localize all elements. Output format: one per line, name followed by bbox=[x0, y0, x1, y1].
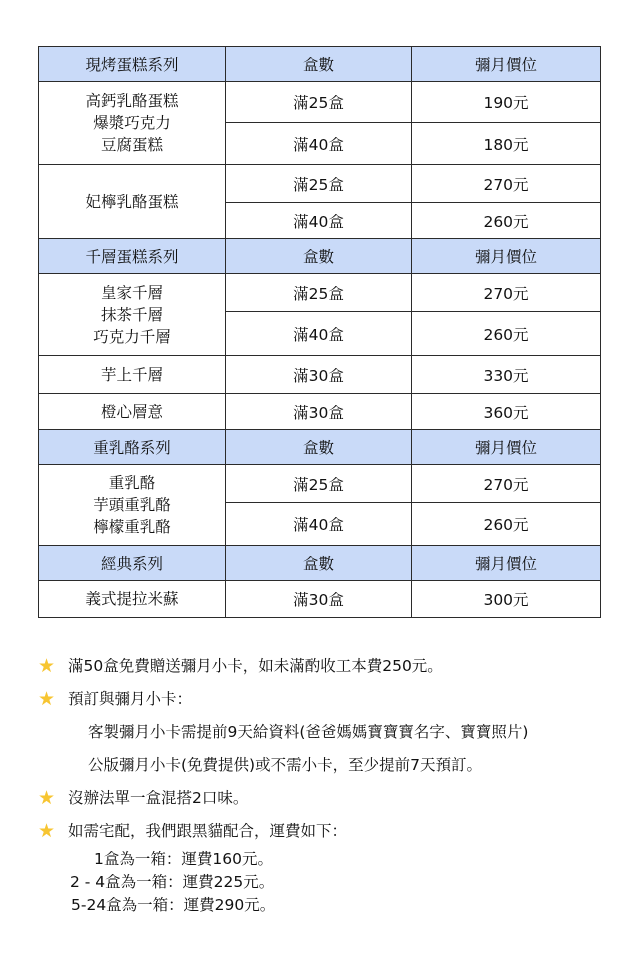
table-row bbox=[39, 82, 601, 123]
price: 300元 bbox=[412, 581, 601, 618]
note-text: 如需宅配，我們跟黑貓配合，運費如下： bbox=[68, 822, 348, 840]
product-name: 芋上千層 bbox=[100, 365, 163, 384]
price: 330元 bbox=[412, 356, 601, 394]
note-text: 預訂與彌月小卡： bbox=[68, 690, 193, 708]
table-row bbox=[39, 274, 601, 312]
table-row bbox=[39, 465, 601, 503]
boxes-header: 盒數 bbox=[226, 430, 412, 465]
star-icon: ★ bbox=[38, 787, 56, 809]
shipping-rate-2: 2 - 4盒為一箱：運費225元。 bbox=[70, 873, 275, 891]
product-name: 芋頭重乳酪 bbox=[93, 496, 171, 514]
series-title: 重乳酪系列 bbox=[39, 430, 226, 465]
box-count: 滿40盒 bbox=[226, 312, 412, 356]
product-name: 高鈣乳酪蛋糕 bbox=[85, 92, 179, 110]
product-names bbox=[39, 581, 226, 618]
product-name: 爆漿巧克力 bbox=[93, 114, 171, 132]
box-count: 滿40盒 bbox=[226, 123, 412, 165]
boxes-header: 盒數 bbox=[226, 239, 412, 274]
price: 360元 bbox=[412, 394, 601, 430]
notes-section bbox=[38, 650, 618, 917]
box-count: 滿25盒 bbox=[226, 165, 412, 203]
series-title: 千層蛋糕系列 bbox=[39, 239, 226, 274]
price-header: 彌月價位 bbox=[412, 430, 601, 465]
price: 260元 bbox=[412, 203, 601, 239]
star-icon: ★ bbox=[38, 820, 56, 842]
star-icon: ★ bbox=[38, 688, 56, 710]
star-icon: ★ bbox=[38, 655, 56, 677]
box-count: 滿40盒 bbox=[226, 503, 412, 546]
price: 190元 bbox=[412, 82, 601, 123]
product-names bbox=[39, 165, 226, 239]
note-booking bbox=[38, 683, 618, 716]
product-names bbox=[39, 274, 226, 356]
note-text: 沒辦法單一盒混搭2口味。 bbox=[68, 789, 249, 807]
price-header: 彌月價位 bbox=[412, 47, 601, 82]
product-name: 重乳酪 bbox=[108, 474, 156, 492]
box-count: 滿25盒 bbox=[226, 274, 412, 312]
product-name: 豆腐蛋糕 bbox=[100, 136, 163, 154]
product-names bbox=[39, 356, 226, 394]
section-header bbox=[39, 546, 601, 581]
product-name: 巧克力千層 bbox=[93, 327, 171, 346]
table-row bbox=[39, 356, 601, 394]
box-count: 滿25盒 bbox=[226, 465, 412, 503]
box-count: 滿30盒 bbox=[226, 356, 412, 394]
price-header: 彌月價位 bbox=[412, 546, 601, 581]
price: 260元 bbox=[412, 312, 601, 356]
note-no-mix bbox=[38, 782, 618, 815]
note-custom-card: 客製彌月小卡需提前9天給資料(爸爸媽媽寶寶寶名字、寶寶照片) bbox=[88, 723, 529, 741]
shipping-rate-3: 5-24盒為一箱：運費290元。 bbox=[71, 896, 276, 914]
product-name: 義式提拉米蘇 bbox=[85, 590, 179, 608]
product-names bbox=[39, 465, 226, 546]
series-title: 經典系列 bbox=[39, 546, 226, 581]
table-row bbox=[39, 394, 601, 430]
boxes-header: 盒數 bbox=[226, 47, 412, 82]
section-header bbox=[39, 430, 601, 465]
table-row bbox=[39, 165, 601, 203]
section-header bbox=[39, 47, 601, 82]
product-name: 檸檬重乳酪 bbox=[93, 518, 171, 536]
price: 270元 bbox=[412, 274, 601, 312]
price-table bbox=[38, 46, 601, 618]
note-delivery bbox=[38, 815, 618, 848]
price-header: 彌月價位 bbox=[412, 239, 601, 274]
box-count: 滿30盒 bbox=[226, 394, 412, 430]
product-names bbox=[39, 394, 226, 430]
section-header bbox=[39, 239, 601, 274]
note-standard-card: 公版彌月小卡(免費提供)或不需小卡，至少提前7天預訂。 bbox=[88, 756, 482, 774]
box-count: 滿25盒 bbox=[226, 82, 412, 123]
product-name: 皇家千層 bbox=[100, 283, 163, 302]
box-count: 滿30盒 bbox=[226, 581, 412, 618]
shipping-rate-1: 1盒為一箱：運費160元。 bbox=[94, 850, 273, 868]
product-name: 抹茶千層 bbox=[100, 305, 163, 324]
price: 260元 bbox=[412, 503, 601, 546]
box-count: 滿40盒 bbox=[226, 203, 412, 239]
note-free-card bbox=[38, 650, 618, 683]
price: 180元 bbox=[412, 123, 601, 165]
table-row bbox=[39, 581, 601, 618]
series-title: 現烤蛋糕系列 bbox=[39, 47, 226, 82]
price: 270元 bbox=[412, 465, 601, 503]
product-name: 妃檸乳酪蛋糕 bbox=[85, 192, 179, 211]
price: 270元 bbox=[412, 165, 601, 203]
product-name: 橙心層意 bbox=[100, 402, 163, 421]
product-names bbox=[39, 82, 226, 165]
note-text: 滿50盒免費贈送彌月小卡，如未滿酌收工本費250元。 bbox=[68, 657, 443, 675]
boxes-header: 盒數 bbox=[226, 546, 412, 581]
